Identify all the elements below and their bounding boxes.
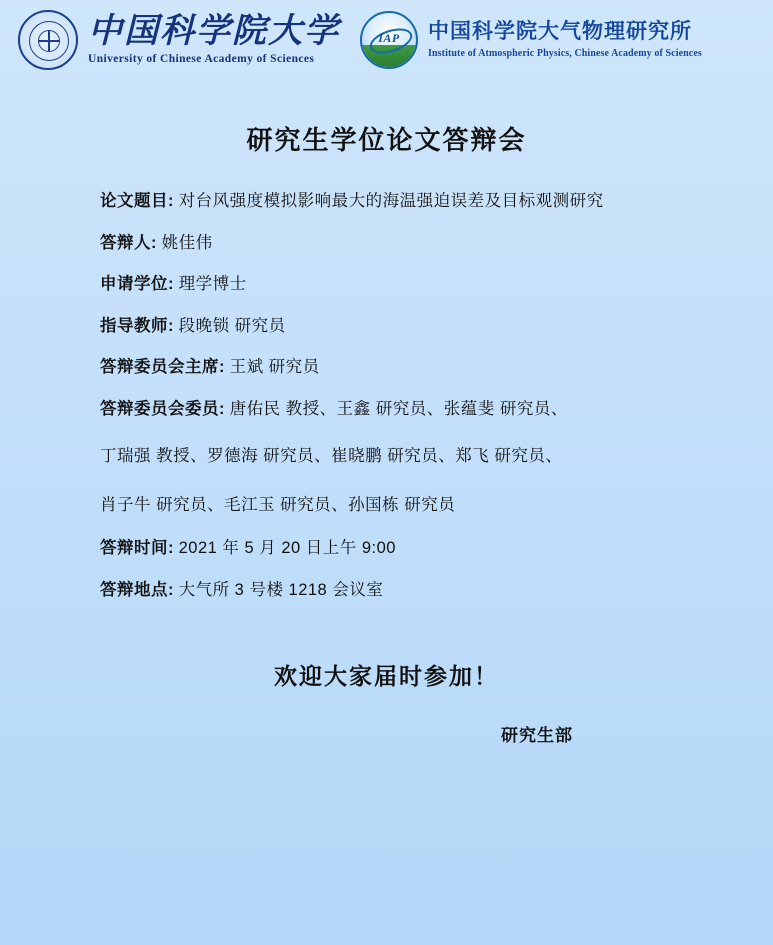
ucas-logo-block: [18, 10, 340, 70]
field-value: 唐佑民 教授、王鑫 研究员、张蕴斐 研究员、: [229, 399, 568, 418]
iap-logo-icon: [360, 11, 418, 69]
iap-logo-block: [360, 11, 702, 69]
field-supervisor: [100, 318, 733, 335]
field-value: 姚佳伟: [161, 233, 213, 252]
field-degree: [100, 276, 733, 293]
field-defense-location: [100, 582, 733, 599]
field-label: 答辩人:: [100, 233, 157, 252]
field-label: 申请学位:: [100, 275, 174, 293]
field-value: 大气所 3 号楼 1218 会议室: [178, 580, 384, 599]
field-label: 答辩地点:: [100, 580, 174, 599]
field-label: 论文题目:: [100, 192, 174, 210]
committee-members-line-2: 丁瑞强 教授、罗德海 研究员、崔晓鹏 研究员、郑飞 研究员、: [100, 447, 563, 465]
field-label: 答辩委员会委员:: [100, 399, 225, 418]
field-label: 指导教师:: [100, 316, 174, 335]
page-title: 研究生学位论文答辩会: [246, 126, 527, 156]
signature-text: 研究生部: [501, 726, 573, 745]
iap-logo-text: IAP: [378, 31, 400, 46]
field-value: 理学博士: [178, 275, 247, 293]
committee-members-line-3: 肖子牛 研究员、毛江玉 研究员、孙国栋 研究员: [100, 496, 456, 514]
page-header: [0, 0, 773, 76]
field-committee-members: [100, 401, 733, 418]
field-value: 对台风强度模拟影响最大的海温强迫误差及目标观测研究: [178, 192, 604, 210]
field-value: 王斌 研究员: [229, 358, 320, 376]
ucas-name-cn: 中国科学院大学: [88, 11, 340, 52]
field-value: 2021 年 5 月 20 日上午 9:00: [178, 539, 396, 557]
ucas-name-group: [88, 11, 340, 66]
field-value: 段晚锁 研究员: [178, 316, 286, 335]
field-committee-chair: [100, 359, 733, 376]
welcome-text: 欢迎大家届时参加！: [274, 663, 499, 689]
field-defense-time: [100, 540, 733, 557]
ucas-seal-icon: [18, 10, 78, 70]
ucas-name-en: University of Chinese Academy of Sciences: [88, 53, 315, 66]
defense-info-list: [0, 193, 773, 598]
field-thesis-title: [100, 193, 733, 210]
field-candidate: [100, 235, 733, 252]
field-label: 答辩时间:: [100, 539, 174, 557]
field-label: 答辩委员会主席:: [100, 358, 225, 376]
iap-name-group: [428, 21, 702, 59]
iap-name-cn: 中国科学院大气物理研究所: [428, 19, 692, 43]
iap-name-en: Institute of Atmospheric Physics, Chinese Academy of Sciences: [428, 48, 702, 59]
